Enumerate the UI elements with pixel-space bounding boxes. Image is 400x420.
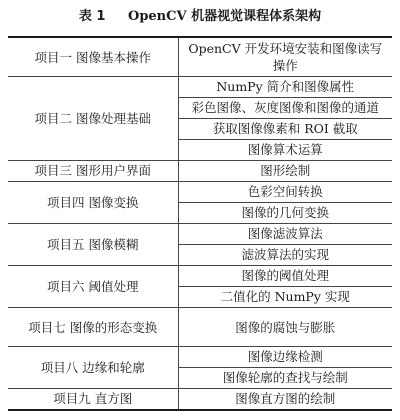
table-row [8,266,392,287]
content-cell: OpenCV 开发环境安装和图像读写操作 [188,41,383,73]
table-number: 表 1 [78,9,106,24]
table-row [8,308,392,347]
table-row [8,37,392,77]
table-row [8,389,392,411]
content-cell: 滤波算法的实现 [178,245,392,266]
content-cell: 二值化的 NumPy 实现 [178,287,392,308]
course-structure-table [8,36,392,411]
project-cell: 项目六 阈值处理 [8,266,178,308]
table-row [8,347,392,368]
content-cell: 图像的几何变换 [178,203,392,224]
content-cell: 获取图像像素和 ROI 截取 [178,119,392,140]
content-cell: 图像算术运算 [178,140,392,161]
project-cell: 项目五 图像模糊 [8,224,178,266]
content-cell: 图形绘制 [178,161,392,182]
content-cell: 图像轮廓的查找与绘制 [178,368,392,389]
project-cell: 项目九 直方图 [8,389,178,411]
project-cell: 项目三 图形用户界面 [8,161,178,182]
project-cell: 项目八 边缘和轮廓 [8,347,178,389]
table-row [8,224,392,245]
content-cell: 图像滤波算法 [178,224,392,245]
table-row [8,161,392,182]
content-cell: 图像直方图的绘制 [178,389,392,411]
project-cell: 项目一 图像基本操作 [8,37,178,77]
project-cell: 项目四 图像变换 [8,182,178,224]
table-row [8,77,392,98]
table-caption [8,6,392,28]
content-cell: 彩色图像、灰度图像和图像的通道 [178,98,392,119]
content-cell: NumPy 简介和图像属性 [178,77,392,98]
project-cell: 项目七 图像的形态变换 [8,308,178,347]
content-cell: 图像的腐蚀与膨胀 [178,308,392,347]
table-row [8,182,392,203]
content-cell: 色彩空间转换 [178,182,392,203]
table-title: OpenCV 机器视觉课程体系架构 [128,9,322,24]
content-cell: 图像的阈值处理 [178,266,392,287]
project-cell: 项目二 图像处理基础 [8,77,178,161]
content-cell: 图像边缘检测 [178,347,392,368]
